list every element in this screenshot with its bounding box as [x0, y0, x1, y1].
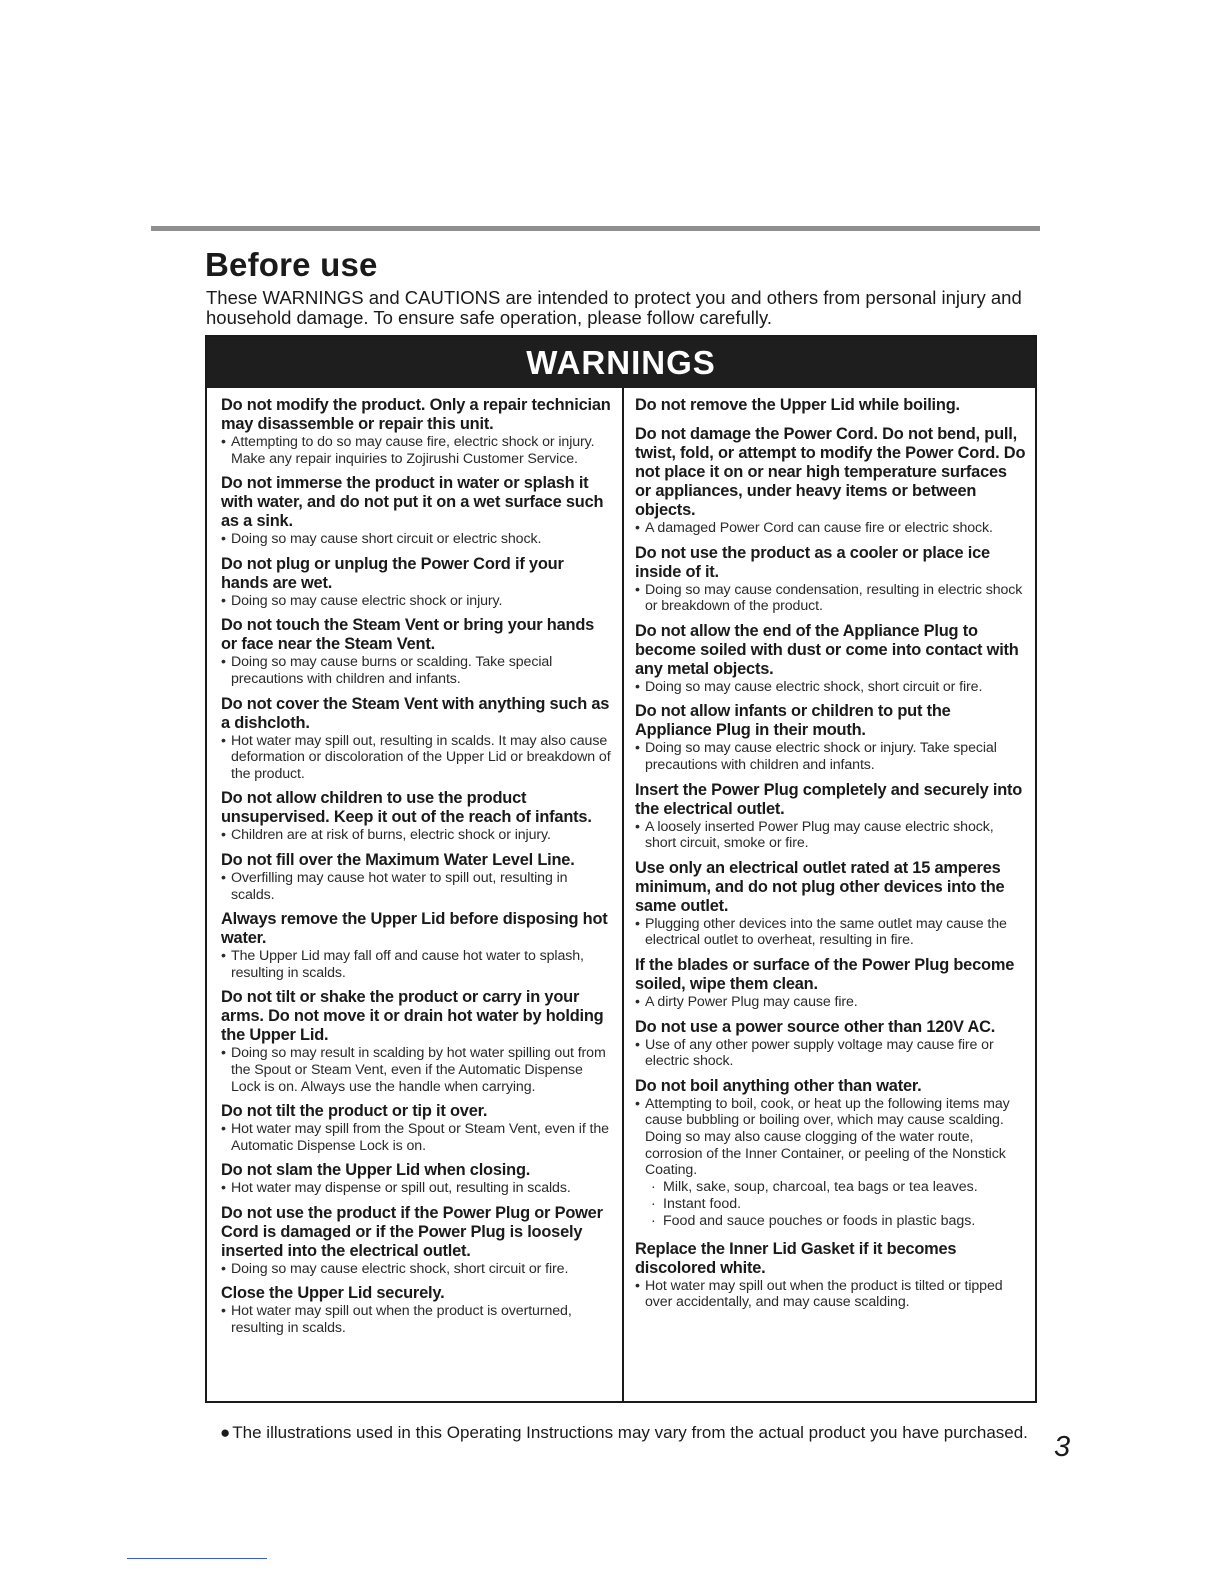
warning-item — [635, 1018, 1027, 1070]
warning-bullet — [635, 1096, 1027, 1179]
column-divider — [622, 388, 624, 1401]
warning-item — [221, 474, 613, 548]
warning-heading: Do not boil anything other than water. — [635, 1076, 922, 1095]
warning-bullet-text: Attempting to boil, cook, or heat up the following items may cause bubbling or boiling over, which may cause scalding. Doing so may also cause clogging of the water route, corrosion of the Inner Container, or peeling of the Nonstick Coating. — [645, 1095, 1010, 1179]
warning-bullet — [221, 1121, 613, 1154]
warning-bullet-text: Doing so may cause electric shock, short circuit or fire. — [231, 1260, 569, 1277]
warning-subitem — [635, 1196, 1027, 1213]
warning-bullet-text: Attempting to do so may cause fire, electric shock or injury. Make any repair inquiries to Zojirushi Customer Service. — [231, 434, 595, 467]
warning-item — [221, 910, 613, 981]
warnings-box — [205, 335, 1037, 1403]
warning-heading: Do not tilt or shake the product or carry in your arms. Do not move it or drain hot water by holding the Upper Lid. — [221, 988, 604, 1045]
footnote-text: The illustrations used in this Operating Instructions may vary from the actual product you have purchased. — [232, 1423, 1028, 1442]
warning-bullet-text: Hot water may spill out when the product is tilted or tipped over accidentally, and may cause scalding. — [645, 1277, 1003, 1311]
warning-heading: Replace the Inner Lid Gasket if it becomes discolored white. — [635, 1239, 957, 1277]
warning-bullet-text: Doing so may cause burns or scalding. Take special precautions with children and infants. — [231, 654, 553, 687]
warning-heading: Do not use the product if the Power Plug or Power Cord is damaged or if the Power Plug is loosely inserted into the electrical outlet. — [221, 1203, 603, 1260]
warning-subitem — [635, 1179, 1027, 1196]
warning-bullet-text: Doing so may cause electric shock, short circuit or fire. — [645, 678, 983, 695]
middle-dot-icon: · — [651, 1195, 656, 1212]
warning-bullet-text: Doing so may cause short circuit or electric shock. — [231, 531, 542, 548]
bullet-dot-icon: • — [635, 740, 640, 757]
warning-bullet — [221, 1180, 613, 1197]
warning-bullet-text: Doing so may cause electric shock or injury. Take special precautions with children and infants. — [645, 740, 997, 773]
bullet-dot-icon: • — [221, 732, 226, 749]
warning-item — [221, 396, 613, 467]
warning-bullet-text: A damaged Power Cord can cause fire or electric shock. — [645, 520, 993, 536]
warning-heading: Do not allow infants or children to put the Appliance Plug in their mouth. — [635, 702, 951, 740]
warning-subitem-text: Food and sauce pouches or foods in plastic bags. — [663, 1212, 976, 1229]
warning-item — [635, 396, 1027, 415]
warning-bullet — [635, 582, 1027, 615]
warning-bullet-text: Doing so may cause electric shock or injury. — [231, 592, 503, 609]
warning-item — [221, 1161, 613, 1197]
warning-heading: Do not slam the Upper Lid when closing. — [221, 1161, 531, 1180]
warnings-header: WARNINGS — [207, 337, 1035, 388]
middle-dot-icon: · — [651, 1212, 656, 1229]
warning-heading: Do not tilt the product or tip it over. — [221, 1102, 488, 1121]
warning-subitem-text: Instant food. — [663, 1195, 742, 1212]
warning-item — [221, 1102, 613, 1154]
warning-item — [635, 425, 1027, 537]
warning-subitem-text: Milk, sake, soup, charcoal, tea bags or tea leaves. — [663, 1178, 978, 1195]
warning-heading: If the blades or surface of the Power Plug become soiled, wipe them clean. — [635, 955, 1015, 993]
warning-bullet — [221, 434, 613, 467]
bullet-dot-icon: • — [635, 1036, 640, 1053]
bullet-dot-icon: • — [635, 678, 640, 695]
warning-heading: Do not allow children to use the product unsupervised. Keep it out of the reach of infants. — [221, 789, 592, 827]
warnings-columns — [207, 388, 1035, 1401]
bullet-dot-icon: • — [221, 1303, 226, 1320]
warning-heading: Do not touch the Steam Vent or bring your hands or face near the Steam Vent. — [221, 616, 595, 654]
warning-bullet-text: Children are at risk of burns, electric shock or injury. — [231, 827, 551, 844]
warning-item — [221, 988, 613, 1095]
bottom-rule — [127, 1558, 267, 1559]
warning-bullet-text: Hot water may spill out, resulting in scalds. It may also cause deformation or discoloration of the Upper Lid or breakdown of the product. — [231, 732, 611, 782]
warnings-right-column — [635, 396, 1027, 1318]
warning-bullet-text: The Upper Lid may fall off and cause hot water to splash, resulting in scalds. — [231, 948, 584, 981]
bullet-dot-icon: • — [635, 520, 640, 536]
warning-item — [221, 851, 613, 903]
footnote — [220, 1423, 1028, 1443]
warning-bullet-text: Plugging other devices into the same outlet may cause the electrical outlet to overheat, resulting in fire. — [645, 915, 1007, 949]
warning-heading: Do not plug or unplug the Power Cord if your hands are wet. — [221, 554, 564, 592]
warning-bullet — [635, 679, 1027, 696]
warning-bullet — [635, 740, 1027, 773]
warning-heading: Do not remove the Upper Lid while boiling. — [635, 396, 960, 414]
top-divider — [151, 226, 1040, 231]
warning-item — [635, 702, 1027, 773]
bullet-dot-icon: • — [635, 1277, 640, 1294]
warning-bullet — [221, 593, 613, 610]
bullet-dot-icon: • — [221, 1260, 226, 1277]
bullet-dot-icon: • — [221, 1121, 226, 1138]
warning-item — [635, 1240, 1027, 1311]
bullet-dot-icon: • — [635, 1095, 640, 1112]
bullet-dot-icon: • — [221, 1180, 226, 1197]
warning-heading: Do not cover the Steam Vent with anything such as a dishcloth. — [221, 694, 610, 732]
warnings-left-column — [221, 396, 613, 1344]
page-number: 3 — [1054, 1431, 1071, 1463]
warning-bullet-text: Hot water may spill from the Spout or Steam Vent, even if the Automatic Dispense Lock is on. — [231, 1121, 609, 1154]
bullet-dot-icon: • — [635, 818, 640, 835]
bullet-dot-icon: • — [221, 948, 226, 965]
bullet-dot-icon: ● — [220, 1423, 231, 1442]
warning-bullet-text: Doing so may result in scalding by hot water spilling out from the Spout or Steam Vent, even if the Automatic Dispense Lock is on. Always use the handle when carrying. — [231, 1045, 606, 1095]
warning-bullet — [221, 1045, 613, 1095]
warning-heading: Use only an electrical outlet rated at 15 amperes minimum, and do not plug other devices into the same outlet. — [635, 858, 1005, 915]
warning-bullet — [221, 654, 613, 687]
warning-item — [221, 1284, 613, 1336]
warning-item — [635, 859, 1027, 949]
warning-item — [221, 1204, 613, 1278]
warning-bullet-text: A loosely inserted Power Plug may cause electric shock, short circuit, smoke or fire. — [645, 818, 994, 852]
warning-heading: Always remove the Upper Lid before disposing hot water. — [221, 910, 608, 948]
bullet-dot-icon: • — [221, 434, 226, 450]
warning-heading: Do not allow the end of the Appliance Plug to become soiled with dust or come into contact with any metal objects. — [635, 621, 1019, 678]
warning-bullet — [635, 916, 1027, 949]
warning-heading: Do not modify the product. Only a repair technician may disassemble or repair this unit. — [221, 396, 611, 433]
warning-bullet — [221, 870, 613, 903]
warning-heading: Do not damage the Power Cord. Do not bend, pull, twist, fold, or attempt to modify the Power Cord. Do not place it on or near high temperature surfaces or appliances, under heavy items or between objects. — [635, 425, 1026, 519]
warning-bullet-text: Doing so may cause condensation, resulting in electric shock or breakdown of the product. — [645, 581, 1023, 615]
intro-text: These WARNINGS and CAUTIONS are intended to protect you and others from personal injury and household damage. To ensure safe operation, please follow carefully. — [206, 287, 1022, 328]
bullet-dot-icon: • — [221, 1045, 226, 1062]
warning-bullet — [635, 1278, 1027, 1311]
warning-bullet — [221, 948, 613, 981]
warning-bullet — [635, 819, 1027, 852]
warning-bullet — [635, 994, 1027, 1011]
warning-item — [635, 544, 1027, 615]
warning-bullet-text: A dirty Power Plug may cause fire. — [645, 993, 858, 1010]
warning-item — [635, 781, 1027, 852]
warning-heading: Do not fill over the Maximum Water Level Line. — [221, 850, 575, 869]
warning-bullet-text: Hot water may spill out when the product is overturned, resulting in scalds. — [231, 1303, 572, 1337]
warning-heading: Do not immerse the product in water or splash it with water, and do not put it on a wet surface such as a sink. — [221, 474, 604, 531]
warning-bullet — [635, 1037, 1027, 1070]
bullet-dot-icon: • — [221, 869, 226, 886]
warning-item — [221, 789, 613, 844]
warning-bullet — [221, 827, 613, 844]
warning-bullet-text: Use of any other power supply voltage may cause fire or electric shock. — [645, 1036, 994, 1070]
warning-item — [635, 956, 1027, 1011]
bullet-dot-icon: • — [635, 915, 640, 932]
warning-bullet — [221, 733, 613, 783]
warning-item — [221, 555, 613, 610]
warning-heading: Close the Upper Lid securely. — [221, 1284, 445, 1303]
warning-subitem — [635, 1213, 1027, 1230]
warning-item — [221, 695, 613, 783]
bullet-dot-icon: • — [635, 581, 640, 598]
warning-bullet-text: Overfilling may cause hot water to spill out, resulting in scalds. — [231, 869, 568, 903]
bullet-dot-icon: • — [635, 993, 640, 1010]
bullet-dot-icon: • — [221, 654, 226, 671]
warning-bullet-text: Hot water may dispense or spill out, resulting in scalds. — [231, 1180, 571, 1197]
middle-dot-icon: · — [651, 1178, 656, 1195]
warning-item — [635, 622, 1027, 696]
warning-item — [635, 1077, 1027, 1230]
bullet-dot-icon: • — [221, 592, 226, 609]
bullet-dot-icon: • — [221, 531, 226, 548]
bullet-dot-icon: • — [221, 827, 226, 844]
warning-heading: Do not use a power source other than 120V AC. — [635, 1017, 996, 1036]
warning-heading: Insert the Power Plug completely and securely into the electrical outlet. — [635, 780, 1023, 818]
warning-heading: Do not use the product as a cooler or place ice inside of it. — [635, 543, 990, 581]
page-title: Before use — [205, 246, 378, 283]
warning-bullet — [221, 1261, 613, 1278]
warning-bullet — [221, 1303, 613, 1336]
warning-item — [221, 616, 613, 687]
warning-bullet — [221, 531, 613, 548]
warning-bullet — [635, 520, 1027, 537]
